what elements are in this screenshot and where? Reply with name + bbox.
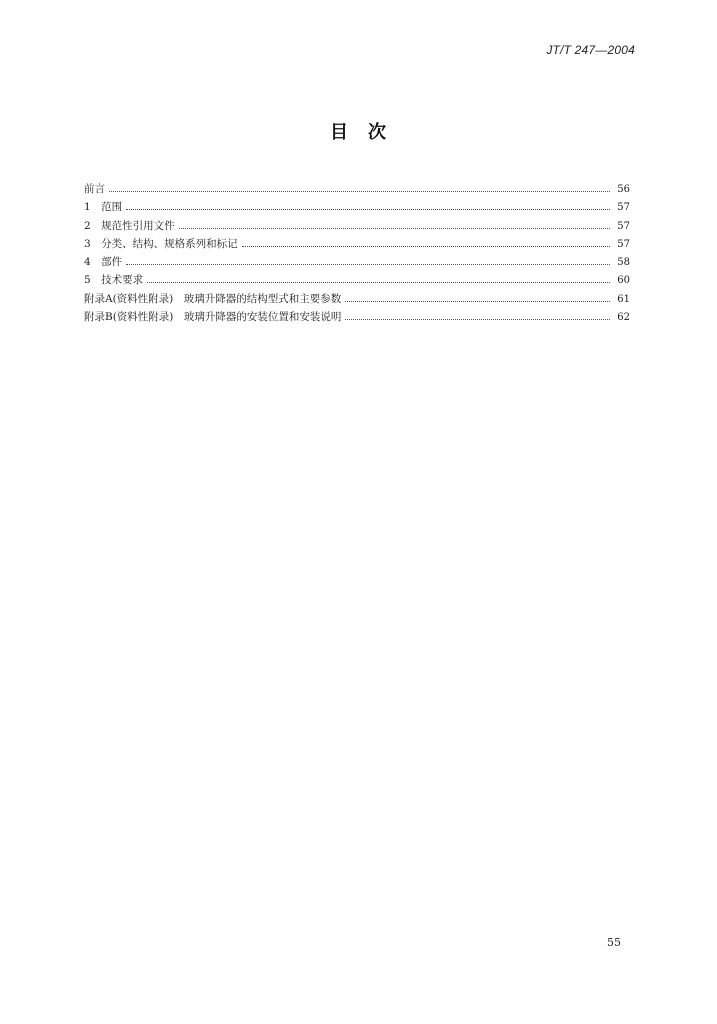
dot-leader <box>126 209 610 210</box>
toc-entry-page: 57 <box>617 202 630 214</box>
dot-leader <box>242 246 610 247</box>
toc-entry-classification[interactable] <box>84 235 630 253</box>
toc-entry-normative-references[interactable] <box>84 217 630 235</box>
document-code: JT/T 247—2004 <box>546 43 635 57</box>
toc-entry-label: 前言 <box>84 183 105 195</box>
toc-entry-scope[interactable] <box>84 198 630 216</box>
toc-entry-page: 61 <box>617 293 630 305</box>
toc-entry-page: 60 <box>617 275 630 287</box>
toc-entry-label: 2 规范性引用文件 <box>84 219 175 232</box>
toc-entry-annex-b[interactable] <box>84 308 630 326</box>
toc-entry-page: 58 <box>617 257 630 269</box>
toc-entry-page: 62 <box>617 312 630 324</box>
toc-entry-label: 3 分类、结构、规格系列和标记 <box>84 237 238 250</box>
toc-entry-label: 附录B(资料性附录) 玻璃升降器的安装位置和安装说明 <box>84 311 342 324</box>
page-number: 55 <box>607 936 621 949</box>
toc-entry-technical-requirements[interactable] <box>84 271 630 289</box>
toc-entry-page: 57 <box>617 238 630 250</box>
dot-leader <box>345 301 610 302</box>
toc-entry-label: 1 范围 <box>84 201 123 214</box>
toc-entry-label: 4 部件 <box>84 256 123 269</box>
toc-entry-page: 56 <box>617 184 630 195</box>
toc-title: 目 次 <box>330 122 387 143</box>
toc-entry-preface[interactable] <box>84 180 630 198</box>
toc-entry-page: 57 <box>617 220 630 232</box>
toc-entry-label: 附录A(资料性附录) 玻璃升降器的结构型式和主要参数 <box>84 292 342 305</box>
dot-leader <box>179 228 610 229</box>
dot-leader <box>345 319 610 320</box>
dot-leader <box>109 191 610 192</box>
dot-leader <box>147 282 610 283</box>
toc-entry-annex-a[interactable] <box>84 290 630 308</box>
toc-entry-components[interactable] <box>84 253 630 271</box>
dot-leader <box>126 264 610 265</box>
toc-entry-label: 5 技术要求 <box>84 274 144 287</box>
table-of-contents <box>84 180 630 326</box>
